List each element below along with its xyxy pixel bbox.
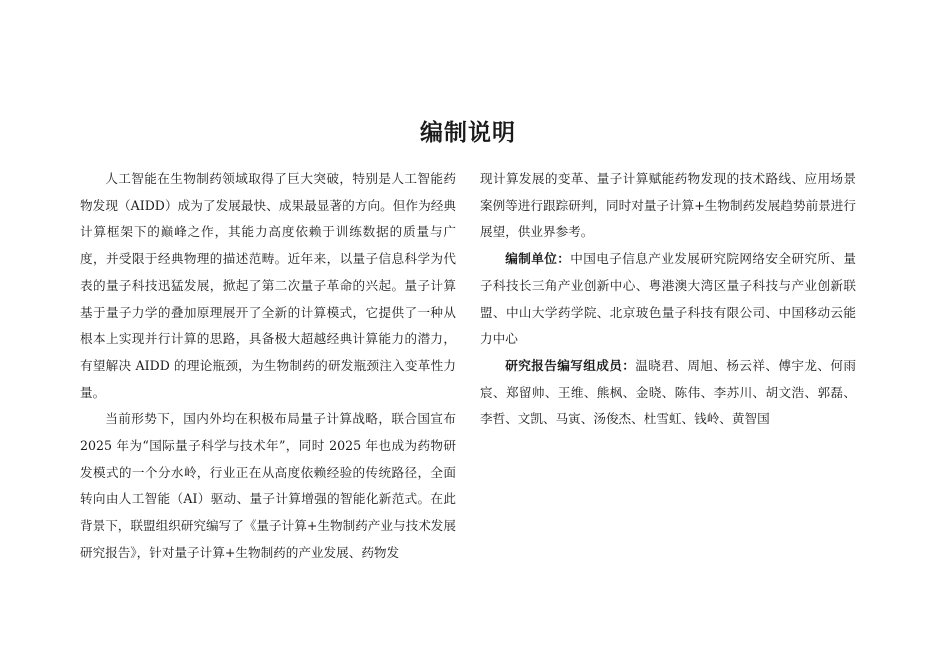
- context-paragraph-continued: 现计算发展的变革、量子计算赋能药物发现的技术路线、应用场景案例等进行跟踪研判，同时对量子计算+生物制药发展趋势前景进行展望，供业界参考。: [480, 171, 856, 240]
- compiling-units: [480, 246, 856, 353]
- left-column: [80, 166, 456, 567]
- compiling-units-label: 编制单位：: [505, 251, 571, 267]
- compiling-units-text: 中国电子信息产业发展研究院网络安全研究所、量子科技长三角产业创新中心、粤港澳大湾区量子科技与产业创新联盟、中山大学药学院、北京玻色量子科技有限公司、中国移动云能力中心: [480, 251, 857, 347]
- writing-team: [480, 353, 856, 433]
- writing-team-text: 温晓君、周旭、杨云祥、傅宇龙、何雨宸、郑留帅、王维、熊枫、金晓、陈伟、李苏川、胡文浩、郭磊、李哲、文凯、马寅、汤俊杰、杜雪虹、钱岭、黄智国: [480, 357, 857, 427]
- context-paragraph: 当前形势下，国内外均在积极布局量子计算战略，联合国宣布2025 年为“国际量子科学与技术年”，同时 2025 年也成为药物研发模式的一个分水岭，行业正在从高度依赖经验的传统路径，全面转向由人工智能（AI）驱动、量子计算增强的智能化新范式。在此背景下，联盟组织研究编写了《量子计算+生物制药产业与技术发展研究报告》，针对量子计算+生物制药的产业发展、药物发: [80, 411, 456, 560]
- writing-team-label: 研究报告编写组成员：: [505, 357, 636, 373]
- intro-paragraph: 人工智能在生物制药领域取得了巨大突破，特别是人工智能药物发现（AIDD）成为了发展最快、成果最显著的方向。但作为经典计算框架下的巅峰之作，其能力高度依赖于训练数据的质量与广度，并受限于经典物理的描述范畴。近年来，以量子信息科学为代表的量子科技迅猛发展，掀起了第二次量子革命的兴起。量子计算基于量子力学的叠加原理展开了全新的计算模式，它提供了一种从根本上实现并行计算的思路，具备极大超越经典计算能力的潜力，有望解决 AIDD 的理论瓶颈，为生物制药的研发瓶颈注入变革性力量。: [80, 171, 456, 400]
- right-column: [480, 166, 856, 433]
- page-title: 编制说明: [420, 120, 516, 146]
